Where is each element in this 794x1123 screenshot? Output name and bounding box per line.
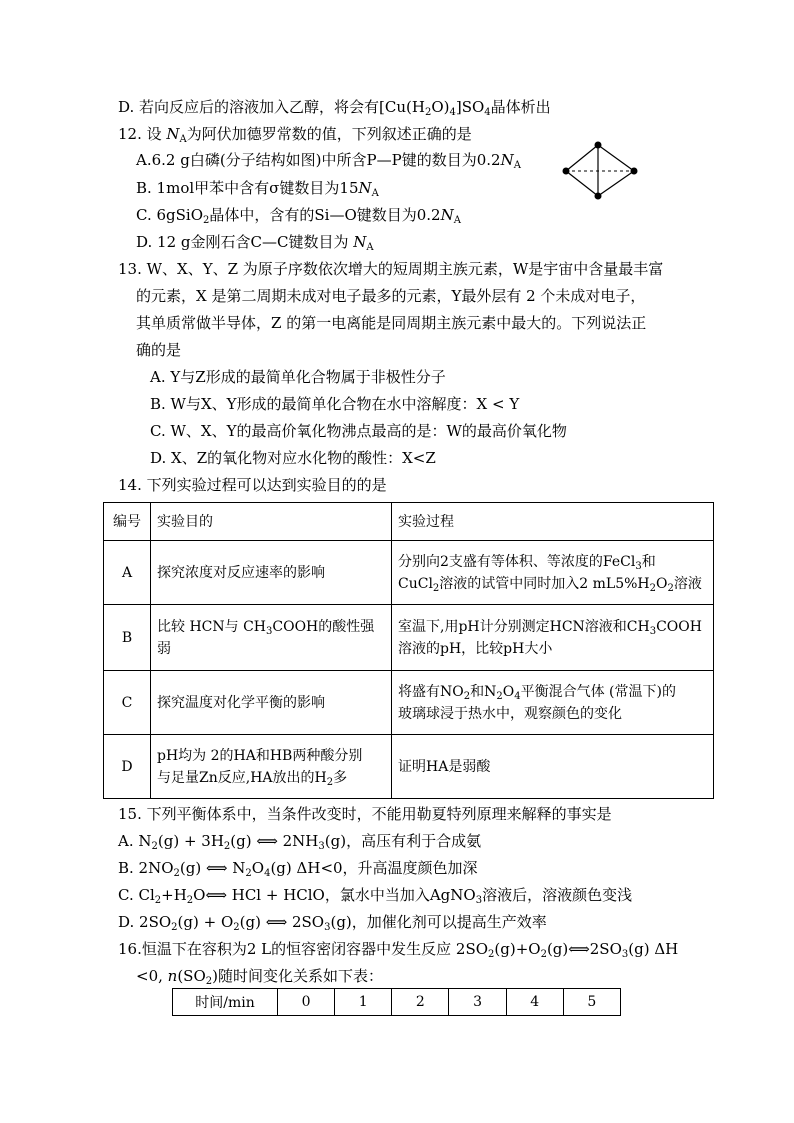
table-row bbox=[173, 989, 621, 1016]
table-row bbox=[104, 671, 714, 735]
row-procedure: 将盛有$NO_2$和$N_2O_4$平衡混合气体 (常温下)的 玻璃球浸于热水中，观察颜色的变化 bbox=[392, 671, 714, 735]
q16-line2: <0, $n(SO_2)$随时间变化关系如下表： bbox=[136, 967, 383, 987]
q12-option-b: B. 1mol甲苯中含有σ键数目为$15N_A$ bbox=[136, 179, 379, 199]
q14-stem: 14. 下列实验过程可以达到实验目的的是 bbox=[118, 476, 387, 494]
q14-experiment-table bbox=[103, 502, 714, 799]
row-label: C bbox=[104, 671, 151, 735]
q15-option-d: D. $2SO_2(g) + O_2(g)$ ⟺ $2SO_3(g)$，加催化剂可以提高生产效率 bbox=[118, 913, 547, 933]
table-header-row bbox=[104, 503, 714, 541]
row-procedure: 室温下,用pH计分别测定HCN溶液和$CH_3COOH$ 溶液的pH，比较pH大小 bbox=[392, 605, 714, 671]
header-time: 时间/min bbox=[173, 989, 278, 1016]
q13-line2: 的元素，X 是第二周期未成对电子最多的元素，Y最外层有 2 个未成对电子， bbox=[136, 287, 646, 305]
row-procedure: 分别向2支盛有等体积、等浓度的FeCl$_3$和 CuCl$_2$溶液的试管中同时加入2 $mL5\%H_2O_2$溶液 bbox=[392, 541, 714, 605]
q12-stem: 12. 设 $N_A$为阿伏加德罗常数的值，下列叙述正确的是 bbox=[118, 125, 472, 145]
header-procedure: 实验过程 bbox=[392, 503, 714, 541]
row-label: A bbox=[104, 541, 151, 605]
time-cell: 5 bbox=[563, 989, 620, 1016]
q13-line3: 其单质常做半导体，Z 的第一电离能是同周期主族元素中最大的。下列说法正 bbox=[136, 314, 647, 332]
q13-option-b: B. W与X、Y形成的最简单化合物在水中溶解度：X < Y bbox=[150, 395, 520, 413]
header-number: 编号 bbox=[104, 503, 151, 541]
time-cell: 2 bbox=[392, 989, 449, 1016]
q15-stem: 15. 下列平衡体系中，当条件改变时，不能用勒夏特列原理来解释的事实是 bbox=[118, 805, 612, 823]
q12-option-a: A.6.2 g白磷(分子结构如图)中所含P—P键的数目为$0.2N_A$ bbox=[136, 151, 521, 171]
row-purpose: 比较 HCN与 $CH_3COOH$的酸性强弱 bbox=[151, 605, 392, 671]
q13-line1: 13. W、X、Y、Z 为原子序数依次增大的短周期主族元素，W是宇宙中含量最丰富 bbox=[118, 260, 664, 278]
header-purpose: 实验目的 bbox=[151, 503, 392, 541]
q12-option-c: C. 6gSiO$_2$晶体中，含有的Si—O键数目为$0.2N_A$ bbox=[136, 206, 461, 226]
row-purpose: 探究浓度对反应速率的影响 bbox=[151, 541, 392, 605]
row-label: D bbox=[104, 735, 151, 799]
q13-line4: 确的是 bbox=[136, 341, 182, 359]
q13-option-a: A. Y与Z形成的最简单化合物属于非极性分子 bbox=[150, 368, 446, 386]
row-purpose: 探究温度对化学平衡的影响 bbox=[151, 671, 392, 735]
time-cell: 1 bbox=[335, 989, 392, 1016]
q11-option-d: D. 若向反应后的溶液加入乙醇，将会有$[Cu(H_2O)_4]SO_4$晶体析出 bbox=[118, 98, 551, 118]
white-phosphorus-structure-diagram bbox=[558, 139, 642, 203]
row-procedure: 证明HA是弱酸 bbox=[392, 735, 714, 799]
time-cell: 0 bbox=[278, 989, 335, 1016]
time-cell: 3 bbox=[449, 989, 506, 1016]
q12-option-d: D. 12 g金刚石含C—C键数目为 $N_A$ bbox=[136, 233, 374, 253]
q13-option-d: D. X、Z的氧化物对应水化物的酸性：X<Z bbox=[150, 449, 436, 467]
table-row bbox=[104, 605, 714, 671]
q16-time-table bbox=[172, 988, 621, 1016]
q15-option-a: A. $N_2(g) + 3H_2(g)$ ⟺ $2NH_3(g)$，高压有利于合成氨 bbox=[118, 832, 482, 852]
time-cell: 4 bbox=[506, 989, 563, 1016]
row-purpose: pH均为 2的HA和HB两种酸分别 与足量Zn反应,HA放出的$H_2$多 bbox=[151, 735, 392, 799]
table-row bbox=[104, 541, 714, 605]
q13-option-c: C. W、X、Y的最高价氧化物沸点最高的是：W的最高价氧化物 bbox=[150, 422, 567, 440]
row-label: B bbox=[104, 605, 151, 671]
q16-line1: 16.恒温下在容积为2 L的恒容密闭容器中发生反应 $2SO_2(g)+O_2(g)⟺2SO_3(g)$ ΔH bbox=[118, 940, 679, 960]
table-row bbox=[104, 735, 714, 799]
q15-option-c: C. $Cl_2+H_2O⟺$ HCl + HClO，氯水中当加入AgNO$_3$溶液后，溶液颜色变浅 bbox=[118, 886, 633, 906]
q15-option-b: B. $2NO_2(g)$ ⟺ $N_2O_4(g)$ ΔH<0，升高温度颜色加深 bbox=[118, 859, 478, 879]
